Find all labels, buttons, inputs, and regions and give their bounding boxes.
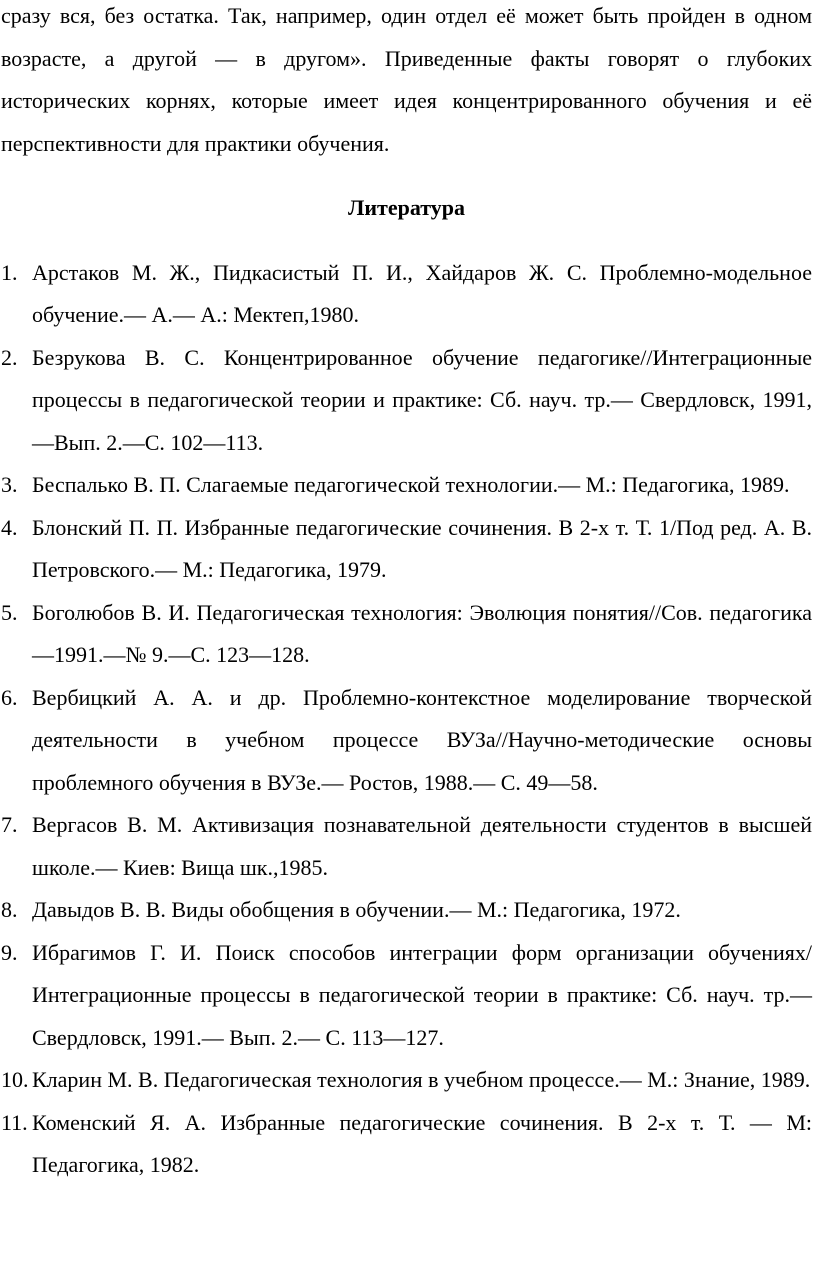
reference-number: 8. [1,897,18,922]
reference-text: Блонский П. П. Избранные педагогические сочинения. В 2-х т. Т. 1/Под ред. А. В. Петровского.— М.: Педагогика, 1979. [32,514,812,582]
reference-number: 1. [1,259,18,285]
reference-text: Ибрагимов Г. И. Поиск способов интеграции форм организации обучениях/Интеграционные процессы в педагогической теории в практике: Сб. науч. тр.— Свердловск, 1991.— Вып. 2.— С. 113—127. [32,939,812,1050]
reference-number: 7. [1,812,18,837]
reference-item [1,252,812,337]
reference-text: Беспалько В. П. Слагаемые педагогической технологии.— М.: Педагогика, 1989. [32,472,790,497]
reference-item [1,889,812,932]
reference-text: Боголюбов В. И. Педагогическая технология: Эволюция понятия//Сов. педагогика—1991.—№ 9.—С. 123—128. [32,599,812,667]
reference-item [1,804,812,889]
reference-number: 3. [1,472,18,497]
reference-text: Давыдов В. В. Виды обобщения в обучении.— М.: Педагогика, 1972. [32,897,681,922]
reference-number: 5. [1,599,18,625]
reference-number: 9. [1,939,18,965]
reference-item [1,337,812,465]
reference-item [1,932,812,1060]
reference-item [1,1059,812,1102]
references-list [1,252,812,1187]
reference-item [1,507,812,592]
reference-item [1,464,812,507]
reference-text: Вергасов В. М. Активизация познавательной деятельности студентов в высшей школе.— Киев: Вища шк.,1985. [32,812,812,880]
reference-number: 11. [1,1109,28,1135]
reference-item [1,592,812,677]
reference-item [1,677,812,805]
reference-text: Вербицкий А. А. и др. Проблемно-контекстное моделирование творческой деятельности в учебном процессе ВУЗа//Научно-методические основы проблемного обучения в ВУЗе.— Ростов, 1988.— С. 49—58. [32,684,812,795]
reference-text: Арстаков М. Ж., Пидкасистый П. И., Хайдаров Ж. С. Проблемно-модельное обучение.— А.— А.: Мектеп,1980. [32,259,812,327]
reference-number: 2. [1,344,18,370]
reference-text: Кларин М. В. Педагогическая технология в учебном процессе.— М.: Знание, 1989. [32,1067,811,1092]
intro-paragraph: сразу вся, без остатка. Так, например, один отдел её может быть пройден в одном возрасте, а другой — в другом». Приведенные факты говорят о глубоких исторических корнях, которые имеет идея концентрированного обучения и её перспективности для практики обучения. [1,3,812,156]
reference-text: Безрукова В. С. Концентрированное обучение педагогике//Интеграционные процессы в педагогической теории и практике: Сб. науч. тр.— Свердловск, 1991,—Вып. 2.—С. 102—113. [32,344,812,455]
reference-text: Коменский Я. А. Избранные педагогические сочинения. В 2-х т. Т. — М: Педагогика, 1982. [32,1109,812,1177]
reference-item [1,1102,812,1187]
reference-number: 10. [1,1067,29,1092]
references-heading: Литература [347,195,466,220]
reference-number: 6. [1,684,18,710]
reference-number: 4. [1,514,18,540]
